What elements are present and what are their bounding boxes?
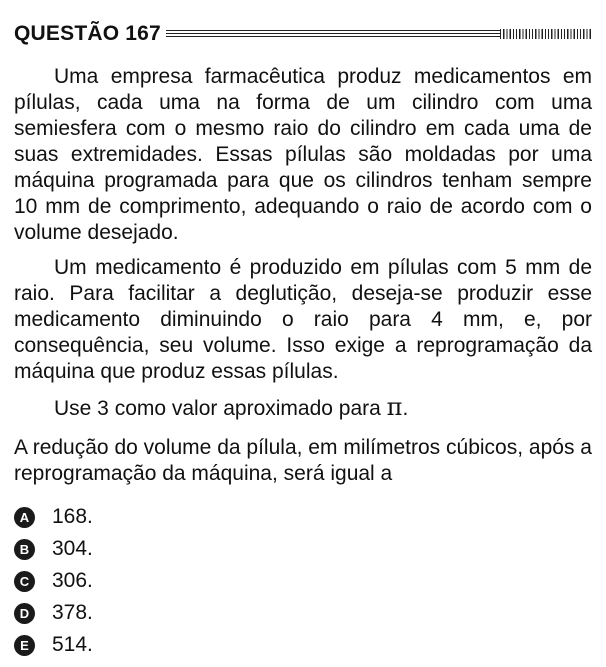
option-b-value: 304.: [52, 537, 93, 560]
option-d[interactable]: [14, 597, 314, 629]
option-e[interactable]: [14, 629, 314, 661]
option-b[interactable]: [14, 533, 314, 565]
option-d-badge: D: [14, 603, 35, 624]
paragraph-2: Um medicamento é produzido em pílulas com 5 mm de raio. Para facilitar a deglutição, deseja-se produzir esse medicamento diminuindo o raio para 4 mm, e, por consequência, seu volume. Isso exige a reprogramação da máquina que produz essas pílulas.: [14, 256, 592, 383]
header-rule-lines: [166, 29, 500, 39]
option-e-value: 514.: [52, 633, 93, 656]
option-d-value: 378.: [52, 601, 93, 624]
option-a-value: 168.: [52, 505, 93, 528]
option-c[interactable]: [14, 565, 314, 597]
pi-instruction-end: .: [402, 397, 409, 420]
answer-options: [14, 501, 314, 661]
question-title: QUESTÃO 167: [14, 22, 161, 45]
option-c-badge: C: [14, 571, 35, 592]
pi-symbol: π: [386, 393, 403, 421]
header-rule-ticks: [500, 29, 592, 39]
pi-instruction: [14, 394, 592, 422]
question-stem: A redução do volume da pílula, em milímetros cúbicos, após a reprogramação da máquina, será igual a: [14, 436, 592, 485]
option-e-badge: E: [14, 635, 35, 656]
header-rule: [166, 29, 592, 39]
pi-instruction-text: Use 3 como valor aproximado para: [54, 397, 387, 420]
question-header: [14, 20, 592, 48]
option-a[interactable]: [14, 501, 314, 533]
option-a-badge: A: [14, 507, 35, 528]
paragraph-1: Uma empresa farmacêutica produz medicamentos em pílulas, cada uma na forma de um cilindro com uma semiesfera com o mesmo raio do cilindro em cada uma de suas extremidades. Essas pílulas são moldadas por uma máquina programada para que os cilindros tenham sempre 10 mm de comprimento, adequando o raio de acordo com o volume desejado.: [14, 65, 592, 244]
option-c-value: 306.: [52, 569, 93, 592]
question-body: [14, 64, 592, 487]
option-b-badge: B: [14, 539, 35, 560]
